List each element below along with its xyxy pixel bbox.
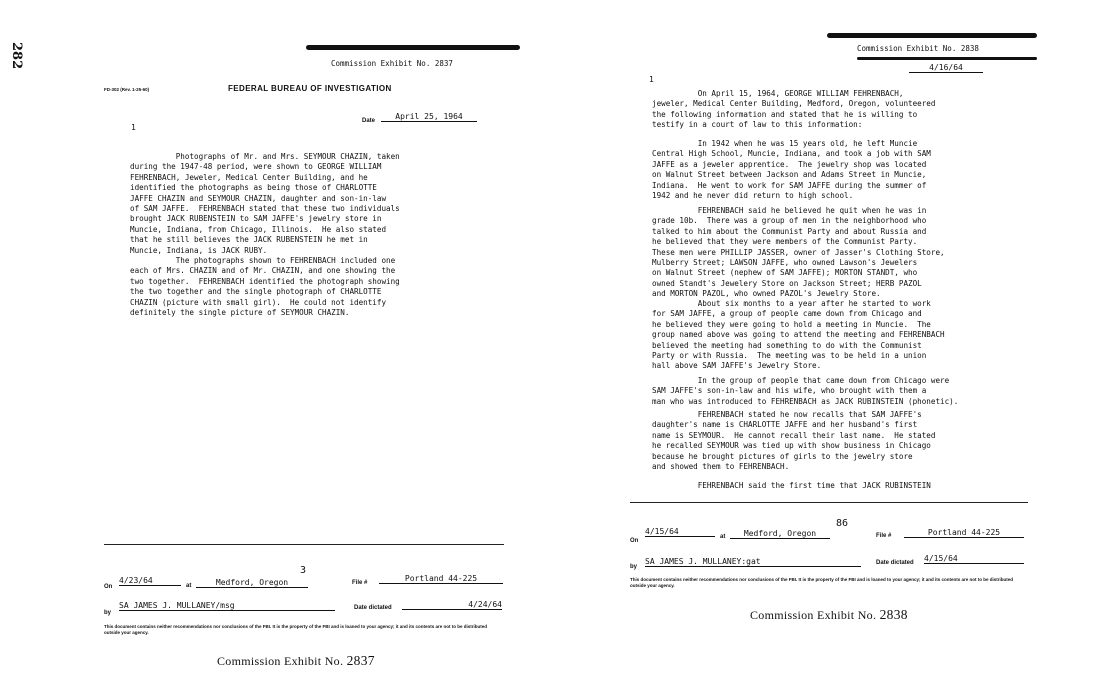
divider	[104, 544, 504, 545]
dictated-date: 4/15/64	[924, 554, 1024, 564]
file-label: File #	[352, 580, 368, 586]
agent-name: SA JAMES J. MULLANEY:gat	[645, 557, 861, 567]
body-paragraph: On April 15, 1964, GEORGE WILLIAM FEHRENBACH, jeweler, Medical Center Building, Medford, Oregon, volunteered the following information and stated that he is willing to testify in a court of law to this information:	[652, 89, 936, 130]
body-paragraph: FEHRENBACH said the first time that JACK RUBINSTEIN	[652, 481, 931, 490]
page-stamp: 3	[300, 565, 307, 576]
divider	[630, 502, 1028, 503]
file-label: File #	[876, 533, 892, 539]
caption-number: 2838	[879, 607, 908, 622]
report-date: 4/16/64	[909, 63, 983, 73]
at-label: at	[186, 583, 192, 589]
dictated-label: Date dictated	[354, 605, 392, 611]
page-marker: 1	[649, 75, 654, 84]
page-stamp: 86	[836, 518, 849, 529]
interview-date: 4/15/64	[645, 527, 715, 537]
caption-number: 2837	[346, 653, 375, 668]
agency-title: FEDERAL BUREAU OF INVESTIGATION	[228, 84, 392, 93]
body-paragraph: In 1942 when he was 15 years old, he left Muncie Central High School, Muncie, Indiana, and took a job with SAM JAFFE as a jeweler apprentice. The jewelry shop was located on Walnut Street between Jackson and Adams Street in Muncie, Indiana. He went to work for SAM JAFFE during the summer of 1942 and he never did return to high school.	[652, 139, 931, 201]
body-paragraph: In the group of people that came down from Chicago were SAM JAFFE's son-in-law and his wife, who brought with them a man who was introduced to FEHRENBACH as JACK RUBINSTEIN (phonetic).	[652, 376, 959, 406]
file-number: Portland 44-225	[379, 574, 503, 584]
exhibit-header: Commission Exhibit No. 2838	[857, 44, 979, 53]
body-paragraph: FEHRENBACH stated he now recalls that SAM JAFFE's daughter's name is CHARLOTTE JAFFE and her husband's first name is SEYMOUR. He cannot recall their last name. He stated he recalled SEYMOUR was tied up with show business in Chicago because he brought pictures of girls to the jewelry store and showed them to FEHRENBACH.	[652, 410, 936, 472]
header-bar	[306, 45, 520, 50]
header-bar	[857, 57, 1037, 60]
caption-prefix: Commission Exhibit No.	[217, 654, 344, 668]
header-bar	[827, 33, 1037, 38]
body-paragraph: About six months to a year after he started to work for SAM JAFFE, a group of people came down from Chicago and he believed they were going to hold a meeting in Muncie. The group named above was going to attend the meeting and FEHRENBACH believed the meeting had something to do with the Communist Party or with Russia. The meeting was to be held in a union hall above SAM JAFFE's Jewelry Store.	[652, 299, 945, 371]
agent-name: SA JAMES J. MULLANEY/msg	[119, 601, 335, 611]
body-paragraph: FEHRENBACH said he believed he quit when he was in grade 10b. There was a group of men in the neighborhood who talked to him about the Communist Party and about Russia and he believed that they were members of the Communist Party. These men were PHILLIP JASSER, owner of Jasser's Clothing Store, Mulberry Street; LAWSON JAFFE, who owned Lawson's Jewelers on Walnut Street (nephew of SAM JAFFE); MORTON STANDT, who owned Standt's Jewelery Store on Jackson Street; HERB PAZOL and MORTON PAZOL, who owned PAZOL's Jewelry Store.	[652, 206, 945, 299]
file-number: Portland 44-225	[904, 528, 1024, 538]
on-label: On	[104, 584, 113, 590]
dictated-label: Date dictated	[876, 560, 914, 566]
interview-location: Medford, Oregon	[196, 578, 308, 588]
form-code: FD-302 (Rev. 1-25-60)	[104, 87, 150, 92]
dictated-date: 4/24/64	[402, 600, 502, 610]
body-paragraph: The photographs shown to FEHRENBACH included one each of Mrs. CHAZIN and of Mr. CHAZIN, and one showing the two together. FEHRENBACH identified the photograph showing the two together and the single photograph of CHARLOTTE CHAZIN (picture with small girl). He could not identify definitely the single picture of SEYMOUR CHAZIN.	[130, 256, 400, 318]
by-label: by	[104, 610, 112, 616]
caption-prefix: Commission Exhibit No.	[750, 608, 877, 622]
disclaimer: This document contains neither recommendations nor conclusions of the FBI. It is the property of the FBI and is loaned to your agency; it and its contents are not to be distributed outside your agency.	[630, 577, 1014, 588]
on-label: On	[630, 538, 639, 544]
interview-location: Medford, Oregon	[730, 529, 830, 539]
page-marker: 1	[131, 123, 136, 132]
interview-date: 4/23/64	[119, 576, 181, 586]
exhibit-header: Commission Exhibit No. 2837	[331, 59, 453, 68]
exhibit-caption	[217, 653, 375, 669]
exhibit-caption	[750, 607, 908, 623]
body-paragraph: Photographs of Mr. and Mrs. SEYMOUR CHAZIN, taken during the 1947-48 period, were shown to GEORGE WILLIAM FEHRENBACH, Jeweler, Medical Center Building, and he identified the photographs as being those of CHARLOTTE JAFFE CHAZIN and SEYMOUR CHAZIN, daughter and son-in-law of SAM JAFFE. FEHRENBACH stated that these two individuals brought JACK RUBENSTEIN to SAM JAFFE's jewelry store in Muncie, Indiana, from Chicago, Illinois. He also stated that he still believes the JACK RUBENSTEIN he met in Muncie, Indiana, is JACK RUBY.	[130, 152, 400, 255]
disclaimer: This document contains neither recommendations nor conclusions of the FBI. It is the property of the FBI and is loaned to your agency; it and its contents are not to be distributed outside your agency.	[104, 624, 488, 635]
date-label: Date	[362, 118, 376, 124]
page-number: 282	[9, 42, 24, 70]
report-date: April 25, 1964	[381, 112, 477, 122]
by-label: by	[630, 564, 638, 570]
at-label: at	[720, 534, 726, 540]
